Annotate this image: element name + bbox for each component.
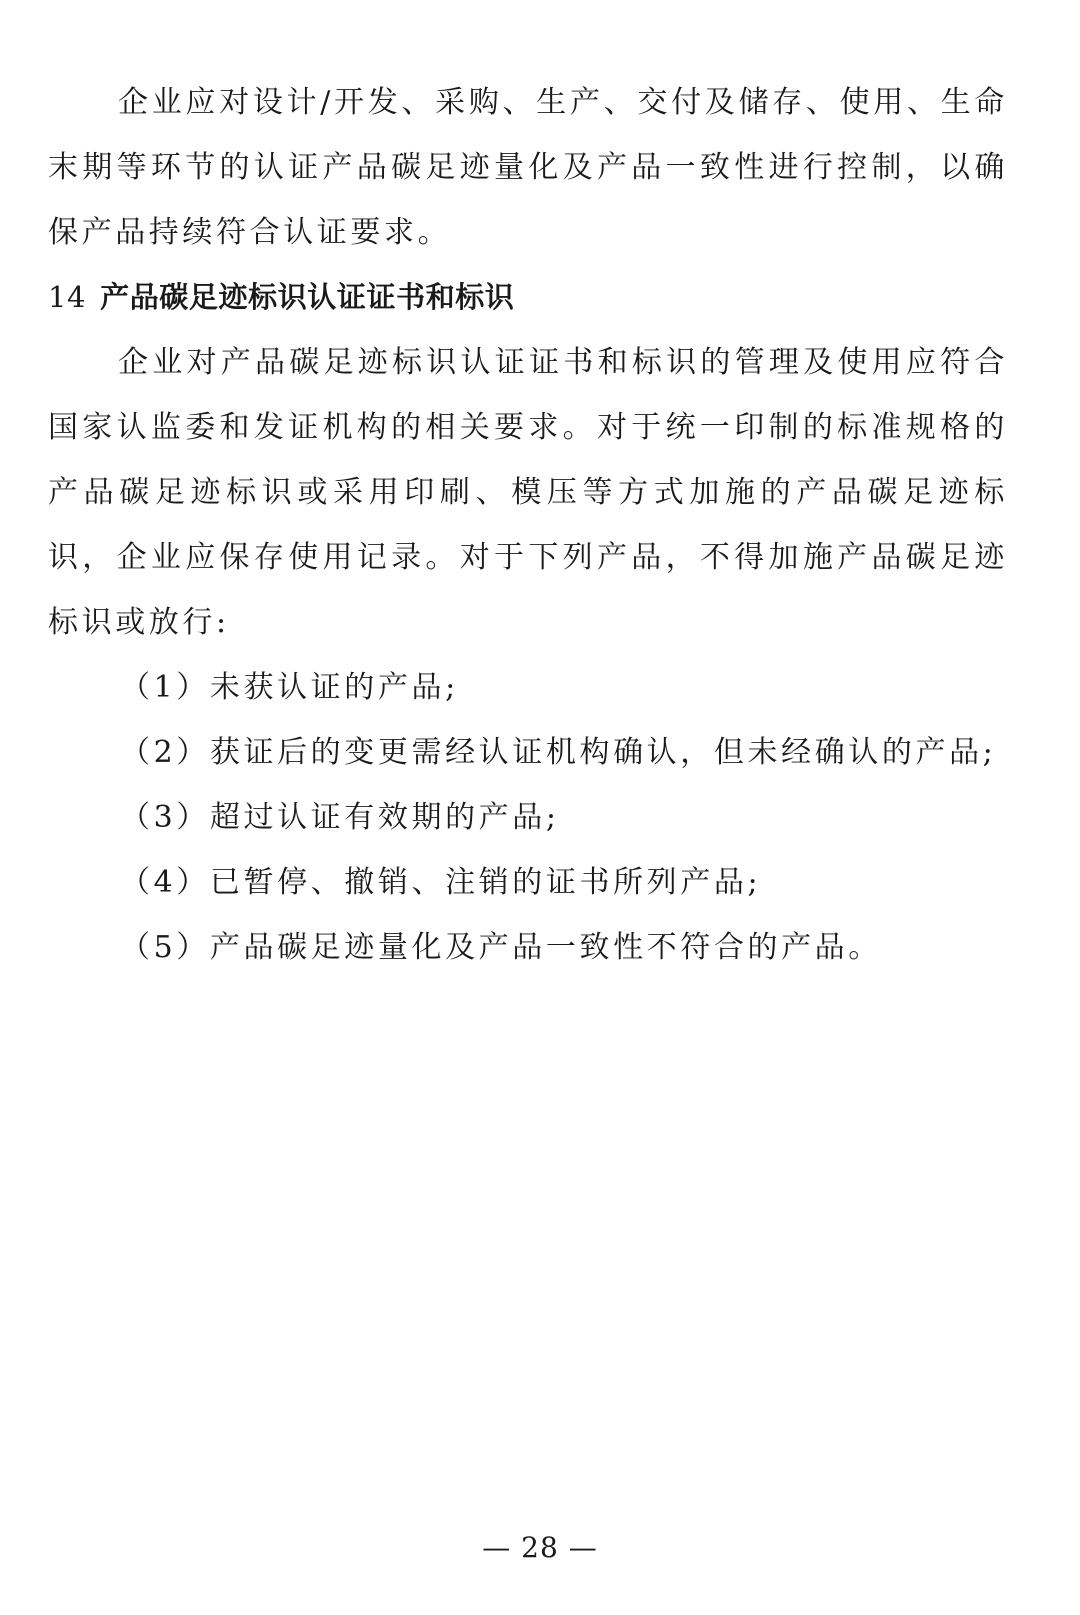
section-heading <box>48 265 1008 330</box>
page-content <box>48 70 1008 980</box>
list-item: （3）超过认证有效期的产品; <box>120 800 560 835</box>
list-item: （1）未获认证的产品; <box>120 670 459 705</box>
page-number: — 28 — <box>482 1531 598 1564</box>
section-number: 14 <box>48 280 87 314</box>
paragraph-control-requirements: 企业应对设计/开发、采购、生产、交付及储存、使用、生命末期等环节的认证产品碳足迹量化及产品一致性进行控制，以确保产品持续符合认证要求。 <box>48 85 1008 250</box>
section-title: 产品碳足迹标识认证证书和标识 <box>100 280 515 314</box>
list-item: （2）获证后的变更需经认证机构确认，但未经确认的产品; <box>120 735 997 770</box>
list-item: （4）已暂停、撤销、注销的证书所列产品; <box>120 865 762 900</box>
paragraph-certificate-management: 企业对产品碳足迹标识认证证书和标识的管理及使用应符合国家认监委和发证机构的相关要求。对于统一印制的标准规格的产品碳足迹标识或采用印刷、模压等方式加施的产品碳足迹标识，企业应保存使用记录。对于下列产品，不得加施产品碳足迹标识或放行: <box>48 345 1008 640</box>
prohibited-products-list <box>48 655 1008 980</box>
list-item: （5）产品碳足迹量化及产品一致性不符合的产品。 <box>120 930 882 965</box>
